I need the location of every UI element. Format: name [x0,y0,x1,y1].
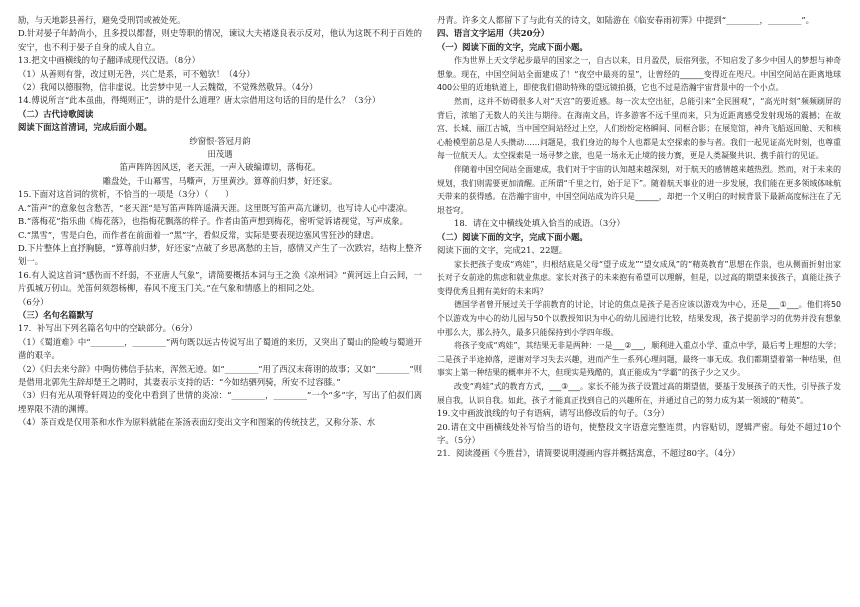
q20-stem: 20.请在文中画横线处补写恰当的语句，使整段文字语意完整连贯，内容贴切，逻辑严密。每处不超过10个字。（5分） [437,421,841,445]
q17-item-4-cont: 丹青。许多文人都留下了与此有关的诗文，如陆游在《临安春雨初霁》中提到“________，________”。 [437,15,815,25]
q15-option-b: B.“落梅花”指乐曲《梅花落》，也指梅花飘落的样子。作者由笛声想到梅花，密听觉诉诸视觉，写声成象。 [18,216,409,227]
left-pre-1: D.针对晏子年龄尚小，且多授以都督，则史等职的情况，谏议大夫褚遂良表示反对，他认为这既不利于百姓的安宁，也不利于晏子自身的成人自立。 [18,28,422,52]
q19-stem: 19.文中画波浪线的句子有语病，请写出修改后的句子。（3分） [437,408,670,419]
q15-option-c: C.“黑雪”，雪是白色，而作者在前面着一“黑”字，看似反常，实际是要表现边塞风雪狂沙的肆虐。 [18,229,379,240]
q17-item-2: （2）《归去来兮辞》中陶仿佛信手拈来，浑然无迹。如“________”用了西汉末蒋诩的故事；又如“________”则是借用北郭先生辞却楚王之聘时，其妻表示支持的话：“今如结驷列骑，所安不过容膝。” [18,363,422,387]
passage-2-para-4: 改变“鸡娃”式的教育方式，___③___。家长不能为孩子设置过高的期望值，要基于发展孩子的天性，引导孩子发展自我，认识自我。如此，孩子才能真正找到自己的兴趣所在，并通过自己的努力成为某一领域的“精英”。 [437,381,841,405]
section-4-title: 四、语言文字运用（共20分） [437,28,550,39]
passage-2-para-3: 将孩子变成“鸡娃”，其结果无非是两种：一是___②___，顺利进入重点小学、重点中学，最后考上理想的大学；二是孩子半途掉落，逆谢对学习失去兴趣，进而产生一系列心理问题，最终一事无成。我们都期望着第一种结果，但事实上第一种结果的概率并不大，但现实是残酷的，真正能成为“学霸”的孩子少之又少。 [437,341,841,378]
subsection-2-instruction: 阅读下面的文字，完成21、22题。 [437,245,568,256]
left-pre-0: 励，与天地影县善行，避免受刑罚或被处死。 [18,15,186,25]
passage-2-para-1: 家长把孩子变成“鸡娃”，归根结底是父母“望子成龙”“望女成凤”的“精英教育”思想在作祟，也从侧面折射出家长对子女前途的焦虑和就业焦虑。家长对孩子的未来抱有希望可以理解，但是，以过高的期望来拔孩子，真能让孩子变得优秀且拥有美好的未来吗？ [437,259,841,296]
poem-line-2: 雕盘处，千山冪雪，马嘶声，万里黄沙。算尊前归梦，好还家。 [102,175,338,186]
q17-item-4: （4）茶百戏是仅用茶和水作为原料就能在茶汤表面幻变出文字和图案的传统技艺，又称分茶、水 [18,417,376,428]
q15-stem: 15.下面对这首词的赏析，不恰当的一项是（3分）（ ） [18,189,234,200]
q13-stem: 13.把文中画横线的句子翻译成现代汉语。（8分） [18,55,200,66]
q17-item-3: （3）归有光从项脊轩周边的变化中看到了世情的炎凉：“________，________”一个“多”字，写出了伯叔们离堙界限不清的渊博。 [18,390,422,414]
q16-score: （6分） [18,296,49,307]
q15-option-a: A.“笛声”的意象包含愁苦，“老天涯”是写笛声阵阵遥满天涯。这里既写笛声高亢谦切，也写诗人心中凄凉。 [18,202,413,213]
q16-stem: 16.有人说这首词“感伤而不纤弱，不亚唐人气象”，请简要概括本词与王之涣《凉州词》“黄河远上白云间，一片孤城万仞山。羌笛何须怨杨柳，春风不度玉门关。”在气象和情感上的相同之处。 [18,269,422,294]
q15-option-d: D.下片整体上直抒胸臆，“算尊前归梦，好还家”点破了乡思离愁的主旨，感情又产生了一次跌宕，结构上整齐划一。 [18,242,422,267]
section-2-title: （二）古代诗歌阅读 [18,108,94,119]
left-column [18,14,422,430]
poem-author: 田茂遇 [207,149,233,160]
q21-stem: 21．阅读漫画《今胜昔》，请简要说明漫画内容并概括寓意，不超过80字。（4分） [437,448,740,459]
q17-stem: 17．补写出下列名篇名句中的空缺部分。（6分） [18,323,198,334]
section-3-title: （三）名句名篇默写 [18,309,94,320]
passage-2-para-2: 德国学者曾开展过关于学前教育的讨论，讨论的焦点是孩子是否应该以游戏为中心，还是___①___。他们将50个以游戏为中心的幼儿园与50个以教授知识为中心的幼儿园进行比较，结果发现，孩子提前学习的优势并没有想象中那么大，那么持久，最多只能保持到小学四年级。 [437,300,841,337]
subsection-2-title: （二）阅读下面的文字，完成下面小题。 [437,231,588,242]
q13-item-1: （1）从善则有誉，改过则无咎，兴亡是系，可不勉欤！（4分） [18,68,255,79]
q14-stem: 14.傅说所言“此本虽曲，得绳则正”，讲的是什么道理？唐太宗借用这句话的目的是什么？（3分） [18,95,381,106]
passage-1-para-3: 伴随着中国空间站全面建成，我们对于宇宙的认知越来越深刻，对于航天的感情越来越热烈。然而，对于未来的规划，我们则需要更加清醒。正所谓“千里之行，始于足下”。随着航天事业的进一步发展，我们能在更多领域体味航天带来的获得感。在浩瀚宇宙中，中国空间站成为许只是______，却把一个又明白的时候背景下最新高度标注在了无垠苍穹。 [437,164,841,215]
passage-1-para-2: 然而，这并不妨碍很多人对“天宫”的要近感。每一次太空出征，总能引来“全民围观”，“高光时刻”频频刷屏的背后，浓缩了无数人的关注与期待。在海南文昌，许多游客不远千里而来，只为近距离感受发射现场的震撼；在故宫、长城、丽江古城，当中国空间站经过上空，人们纷纷定格瞬间、同框合影；在展览馆，神舟飞船返回舱、天和核心舱模型前总是人头攒动……问题是，我们身边的每个人也都是太空探索的参与者。我们一起见证高光时刻，也尊重每一位航天人。太空探索是一场寻梦之旅，也是一场永无止境的接力赛，更是人类凝聚共识、携手前行的见证。 [437,97,841,161]
q18-stem: 18．请在文中横线处填入恰当的成语。（3分） [454,218,625,229]
subsection-1-title: （一）阅读下面的文字，完成下面小题。 [437,41,588,52]
right-column [437,14,841,461]
passage-1-para-1: 作为世界上天文学起步最早的国家之一，自古以来，日月盈昃，辰宿列张，不知启发了多少中国人的梦想与神奇想象。现在，中国空间站全面建成了！“夜空中最亮的星”，让曾经的______变得近在咫尺。中国空间站在距离地球400公里的近地轨道上，即使我们借助特殊的望远镜拍摄，它也不过是浩瀚宇宙背景中的一个小点。 [437,56,841,93]
q13-item-2: （2）我闻以德服物，信非虚说。比尝梦中见一人云魏徵，不觉殊然敬异。（4分） [18,82,318,93]
poem-title: 纱窗恨·答冠月韵 [189,135,251,146]
poem-line-1: 笛声阵阵因风送，老天涯，一声入破编谭切，落梅花。 [119,162,321,173]
q17-item-1: （1）《蜀道难》中“________，________”两句既以远古传说写出了蜀道的来历，又突出了蜀山的险峻与蜀道开凿的艰辛。 [18,336,422,361]
section-2-instruction: 阅读下面这首清词，完成后面小题。 [18,122,152,133]
